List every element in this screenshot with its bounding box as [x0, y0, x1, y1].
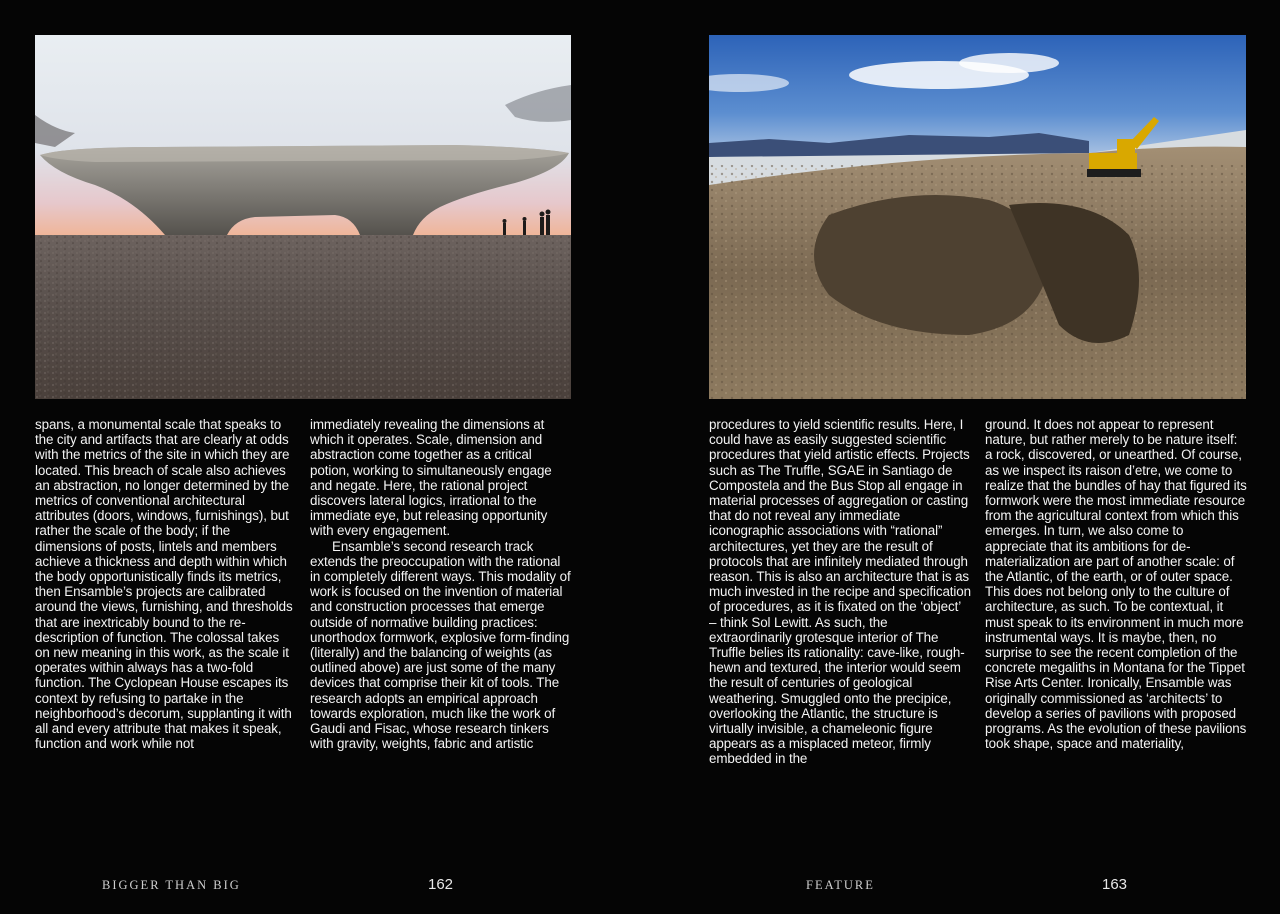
right-column-1 [709, 417, 971, 767]
body-paragraph: procedures to yield scientific results. Here, I could have as easily suggested scientific procedures that yield artistic effects. Projects such as The Truffle, SGAE in Santiago de Compostela and the Bus Stop all engage in material processes of aggregation or casting that do not reveal any immediate iconographic associations with “rational” architectures, yet they are the result of protocols that are infinitely mediated through reason. This is also an architecture that is as much invested in the recipe and specification of procedures, as it is fixated on the ‘object’ – think Sol Lewitt. As such, the extraordinarily grotesque interior of The Truffle belies its rationality: cave-like, rough-hewn and textured, the interior would seem the result of centuries of geological weathering. Smuggled onto the precipice, overlooking the Atlantic, the structure is virtually invisible, a chameleonic figure appears as a misplaced meteor, firmly embedded in the [709, 417, 971, 767]
page-number-left: 162 [428, 876, 454, 893]
excavation-site-photo [709, 35, 1246, 399]
body-paragraph: immediately revealing the dimensions at which it operates. Scale, dimension and abstraction come together as a critical potion, working to simultaneously engage and negate. Here, the rational project discovers lateral logics, irrational to the immediate eye, but releasing opportunity with every engagement. [310, 417, 552, 539]
running-title-left: BIGGER THAN BIG [102, 878, 241, 892]
body-paragraph: Ensamble’s second research track extends the preoccupation with the rational in completely different ways. This modality of work is focused on the invention of material and construction processes that emerge outside of normative building practices: unorthodox formwork, explosive form-finding (literally) and the balancing of weights (as outlined above) are just some of the many devices that comprise their kit of tools. The research adopts an empirical approach towards exploration, much like the work of Gaudi and Fisac, whose research tinkers with gravity, weights, fabric and artistic [310, 538, 571, 752]
page-number-right: 163 [1102, 876, 1128, 893]
body-paragraph: spans, a monumental scale that speaks to the city and artifacts that are clearly at odds with the metrics of the site in which they are located. This breach of scale also achieves an abstraction, no longer determined by the metrics of conventional architectural attributes (doors, windows, furnishings), but rather the scale of the body; if the dimensions of posts, lintels and members achieve a thickness and depth within which the body opportunistically finds its metrics, then Ensamble’s projects are calibrated around the views, furnishing, and thresholds that are inextricably bound to the re-description of function. The colossal takes on new meaning in this work, as the scale it operates within always has a two-fold function. The Cyclopean House escapes its context by refusing to partake in the neighborhood’s decorum, supplanting it with all and every attribute that makes it speak, function and work while not [35, 417, 293, 752]
concrete-pavilion-photo [35, 35, 571, 399]
left-column-2 [310, 417, 572, 751]
body-paragraph: ground. It does not appear to represent nature, but rather merely to be nature itself: a rock, discovered, or unearthed. Of course, as we inspect its raison d’etre, we come to realize that the bundles of hay that figured its formwork were the most immediate resource from the agricultural context from which this emerges. In turn, we also come to appreciate that its ambitions for de-materialization are part of another scale: of the Atlantic, of the earth, or of outer space. This does not belong only to the culture of architecture, as such. To be contextual, it must speak to its environment in much more instrumental ways. It is maybe, then, no surprise to see the recent completion of the concrete megaliths in Montana for the Tippet Rise Arts Center. Ironically, Ensamble was originally commissioned as ‘architects’ to develop a series of pavilions with proposed programs. As the evolution of these pavilions took shape, space and materiality, [985, 417, 1247, 752]
left-column-1 [35, 417, 297, 751]
running-title-right: FEATURE [806, 878, 875, 892]
right-column-2 [985, 417, 1247, 751]
